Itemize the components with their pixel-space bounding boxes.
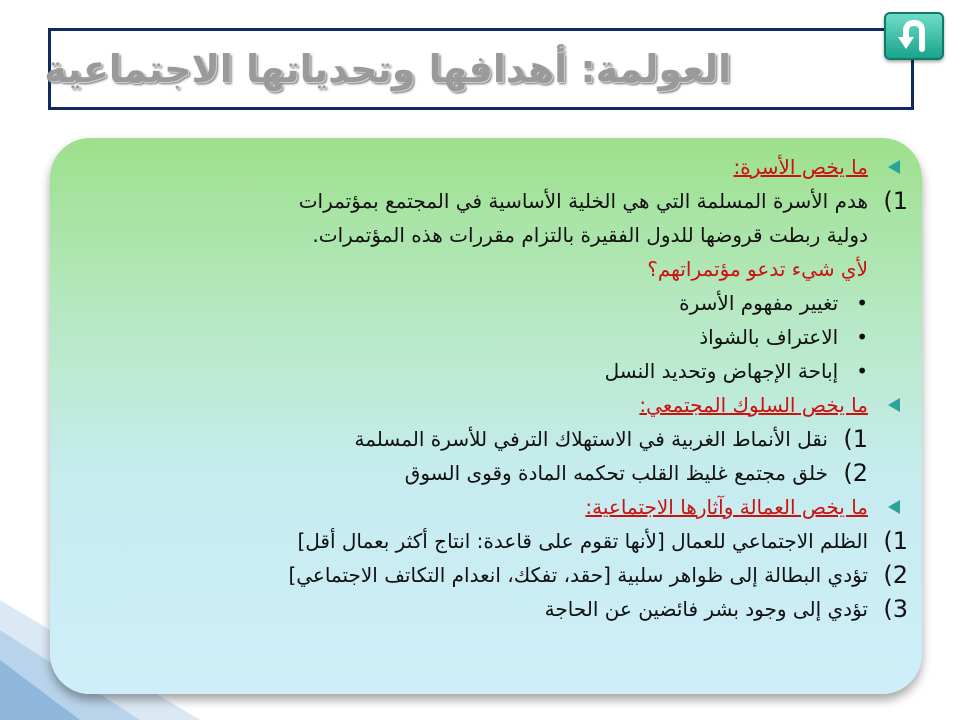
behavior-item-text: خلق مجتمع غليظ القلب تحكمه المادة وقوى السوق: [404, 461, 828, 485]
bullet-dot-icon: •: [856, 291, 868, 315]
list-item: [64, 286, 908, 320]
title-box: [44, 28, 914, 110]
content: [64, 150, 908, 626]
item-number: 1): [843, 425, 868, 453]
behavior-item-text: نقل الأنماط الغربية في الاستهلاك الترفي للأسرة المسلمة: [354, 427, 828, 451]
section-heading-text: ما يخص العمالة وآثارها الاجتماعية:: [585, 495, 868, 519]
diamond-bullet-icon: [888, 398, 900, 412]
family-item-1-line-2: دولية ربطت قروضها للدول الفقيرة بالتزام مقررات هذه المؤتمرات.: [312, 223, 868, 247]
bullet-text: تغيير مفهوم الأسرة: [679, 291, 839, 315]
behavior-item-2: [64, 456, 908, 490]
section-heading-text: ما يخص السلوك المجتمعي:: [639, 393, 868, 417]
page-title: العولمة: أهدافها وتحدياتها الاجتماعية: [44, 47, 731, 91]
family-item-1: [64, 184, 908, 218]
labor-item-2: [64, 558, 908, 592]
diamond-bullet-icon: [888, 160, 900, 174]
diamond-bullet-icon: [888, 500, 900, 514]
item-number: 1): [883, 187, 908, 215]
list-item: [64, 320, 908, 354]
section-heading-labor: [64, 490, 908, 524]
labor-item-1: [64, 524, 908, 558]
labor-item-text: تؤدي إلى وجود بشر فائضين عن الحاجة: [544, 597, 868, 621]
bullet-text: الاعتراف بالشواذ: [699, 325, 839, 349]
family-question-text: لأي شيء تدعو مؤتمراتهم؟: [647, 257, 868, 281]
labor-item-text: تؤدي البطالة إلى ظواهر سلبية [حقد، تفكك، انعدام التكاتف الاجتماعي]: [288, 563, 868, 587]
family-item-1-cont: [64, 218, 908, 252]
labor-item-text: الظلم الاجتماعي للعمال [لأنها تقوم على قاعدة: انتاج أكثر بعمال أقل]: [297, 529, 868, 553]
item-number: 2): [843, 459, 868, 487]
bullet-dot-icon: •: [856, 325, 868, 349]
item-number: 3): [883, 595, 908, 623]
bullet-dot-icon: •: [856, 359, 868, 383]
bullet-text: إباحة الإجهاض وتحديد النسل: [604, 359, 839, 383]
section-heading-behavior: [64, 388, 908, 422]
u-turn-back-icon: [894, 19, 934, 53]
item-number: 2): [883, 561, 908, 589]
list-item: [64, 354, 908, 388]
item-number: 1): [883, 527, 908, 555]
family-item-1-line-1: هدم الأسرة المسلمة التي هي الخلية الأساسية في المجتمع بمؤتمرات: [298, 189, 868, 213]
family-question: [64, 252, 908, 286]
section-heading-family: [64, 150, 908, 184]
back-button[interactable]: [884, 12, 944, 60]
section-heading-text: ما يخص الأسرة:: [733, 155, 868, 179]
labor-item-3: [64, 592, 908, 626]
behavior-item-1: [64, 422, 908, 456]
